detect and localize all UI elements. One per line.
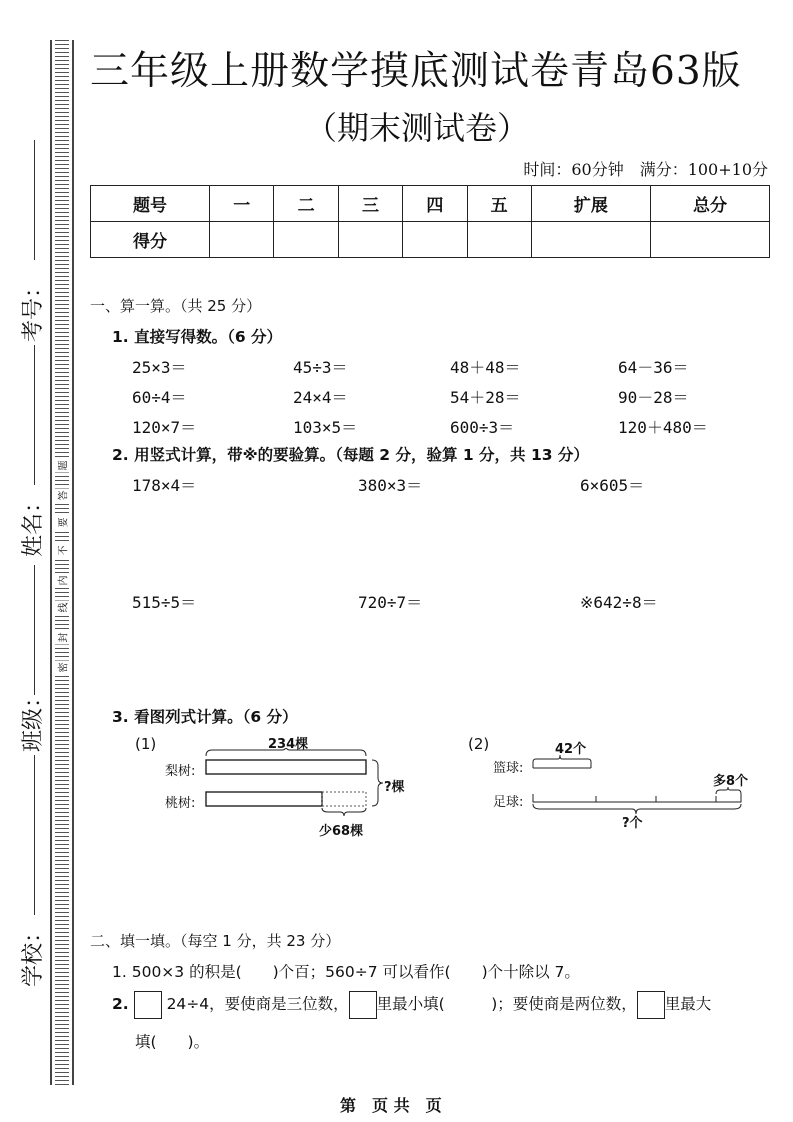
question-label: ?棵 <box>384 780 405 795</box>
calc-item: 120×7＝ <box>132 418 197 437</box>
score-cell[interactable] <box>531 222 650 258</box>
q-text: 里最大 <box>664 995 712 1013</box>
less-label: 少68棵 <box>319 824 364 839</box>
exam-meta: 时间：60分钟 满分：100+10分 <box>523 160 768 179</box>
tape-diagram-2 <box>528 750 748 820</box>
header-cell: 四 <box>403 186 467 222</box>
calc-item: ※642÷8＝ <box>580 593 658 612</box>
seal-char: 线 <box>55 601 70 615</box>
basketball-value: 42个 <box>555 742 587 757</box>
header-cell: 扩展 <box>531 186 650 222</box>
calc-item: 120＋480＝ <box>618 418 708 437</box>
tape-diagram-1 <box>200 748 400 838</box>
row-pear-label: 梨树: <box>165 764 196 779</box>
score-cell[interactable] <box>403 222 467 258</box>
q-number: 2. <box>112 995 129 1013</box>
page-subtitle: （期末测试卷） <box>305 109 530 147</box>
page-title: 三年级上册数学摸底测试卷青岛63版 <box>90 49 742 94</box>
calc-item: 103×5＝ <box>293 418 358 437</box>
field-line[interactable] <box>34 345 35 485</box>
header-cell: 五 <box>467 186 531 222</box>
score-table <box>90 185 770 258</box>
calc-item: 6×605＝ <box>580 476 645 495</box>
header-cell: 一 <box>210 186 274 222</box>
diagram-1-label: (1) <box>135 735 157 753</box>
score-cell[interactable] <box>210 222 274 258</box>
calc-item: 60÷4＝ <box>132 388 187 407</box>
seal-char: 密 <box>55 661 70 675</box>
exam-number-label: 考号： <box>21 276 46 343</box>
margin-hatch <box>55 40 69 1085</box>
question-2-2 <box>112 990 711 1019</box>
calc-item: 54＋28＝ <box>450 388 521 407</box>
row-peach-label: 桃树: <box>165 796 196 811</box>
seal-char: 要 <box>55 516 70 530</box>
question-1-1: 1. 直接写得数。（6 分） <box>112 328 283 346</box>
seal-char: 封 <box>55 631 70 645</box>
calc-item: 515÷5＝ <box>132 593 197 612</box>
score-cell[interactable] <box>467 222 531 258</box>
field-line[interactable] <box>34 755 35 915</box>
diagram-2-label: (2) <box>468 735 490 753</box>
header-cell: 二 <box>274 186 338 222</box>
margin-line-left <box>50 40 52 1085</box>
total-label: 234棵 <box>268 737 309 752</box>
more-label: 多8个 <box>713 774 749 789</box>
seal-char: 题 <box>55 459 70 473</box>
football-question-label: ?个 <box>622 816 643 831</box>
question-1-2: 2. 用竖式计算，带※的要验算。（每题 2 分，验算 1 分，共 13 分） <box>112 446 589 464</box>
digit-box[interactable] <box>637 991 665 1019</box>
calc-item: 90－28＝ <box>618 388 689 407</box>
q-text: 24÷4，要使商是三位数， <box>166 995 349 1013</box>
margin-line-right <box>72 40 74 1085</box>
score-cell[interactable] <box>650 222 769 258</box>
seal-char: 答 <box>55 489 70 503</box>
header-cell: 总分 <box>650 186 769 222</box>
calc-item: 600÷3＝ <box>450 418 515 437</box>
class-label: 班级： <box>21 686 46 753</box>
score-cell[interactable] <box>274 222 338 258</box>
calc-item: 45÷3＝ <box>293 358 348 377</box>
section-1-title: 一、算一算。（共 25 分） <box>90 297 262 315</box>
calc-item: 380×3＝ <box>358 476 423 495</box>
calc-item: 64－36＝ <box>618 358 689 377</box>
header-cell: 题号 <box>91 186 210 222</box>
score-cell[interactable] <box>338 222 402 258</box>
row-basketball-label: 篮球: <box>493 761 524 776</box>
seal-char: 内 <box>55 574 70 588</box>
calc-item: 25×3＝ <box>132 358 187 377</box>
question-2-2-cont: 填( )。 <box>135 1033 210 1051</box>
question-2-1: 1. 500×3 的积是( )个百；560÷7 可以看作( )个十除以 7。 <box>112 963 580 981</box>
section-2-title: 二、填一填。（每空 1 分，共 23 分） <box>90 932 341 950</box>
question-1-3: 3. 看图列式计算。（6 分） <box>112 708 298 726</box>
row-football-label: 足球: <box>493 795 524 810</box>
calc-item: 720÷7＝ <box>358 593 423 612</box>
calc-item: 178×4＝ <box>132 476 197 495</box>
page-footer: 第 页 共 页 <box>340 1096 442 1115</box>
field-line[interactable] <box>34 140 35 260</box>
field-line[interactable] <box>34 565 35 695</box>
name-label: 姓名： <box>21 491 46 558</box>
calc-item: 48＋48＝ <box>450 358 521 377</box>
school-label: 学校： <box>21 921 46 988</box>
digit-box[interactable] <box>349 991 377 1019</box>
calc-item: 24×4＝ <box>293 388 348 407</box>
digit-box[interactable] <box>134 991 162 1019</box>
seal-char: 不 <box>55 544 70 558</box>
row-label: 得分 <box>91 222 210 258</box>
q-text: 里最小填( )；要使商是两位数， <box>376 995 637 1013</box>
header-cell: 三 <box>338 186 402 222</box>
